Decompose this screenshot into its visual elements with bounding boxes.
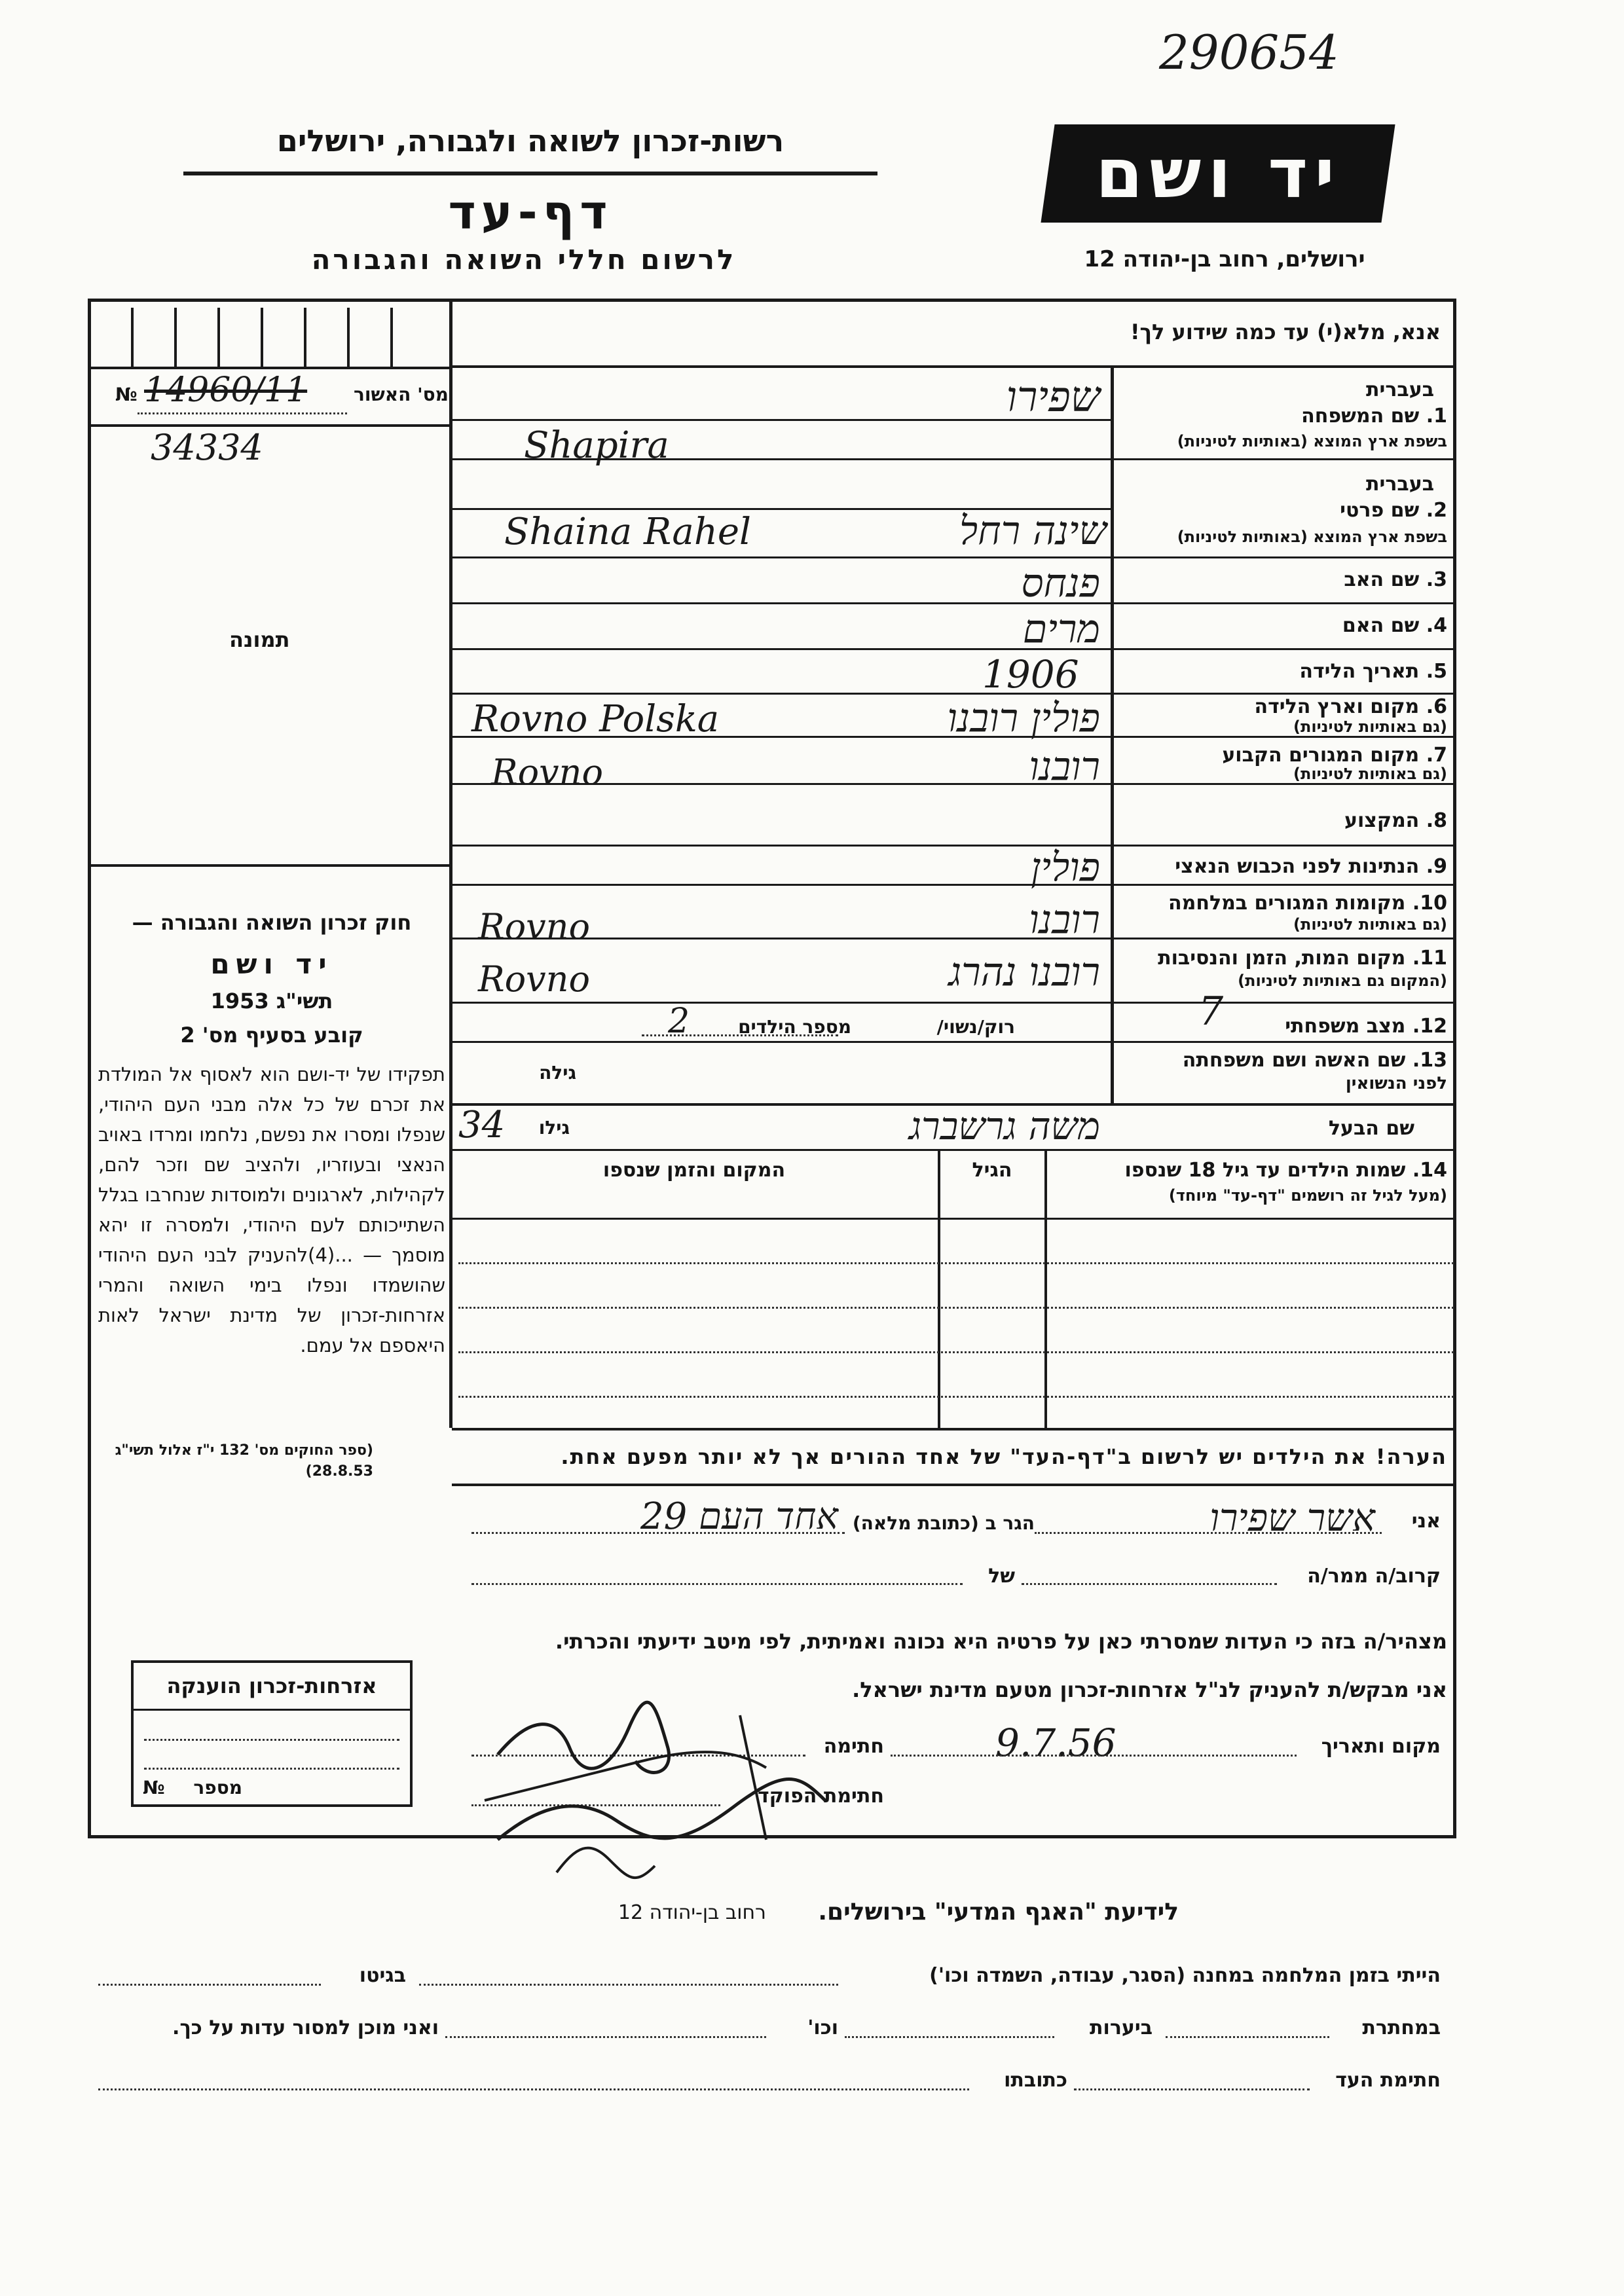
field-9-value[interactable]: פולין xyxy=(1031,845,1100,890)
field-7-sub: (גם באותיות לטיניות) xyxy=(1293,765,1447,783)
field-4-label: שם האם xyxy=(1342,614,1420,637)
law-name: יד ושם xyxy=(210,948,333,980)
field-7-num: 7. xyxy=(1426,744,1447,767)
field-1-value-latin[interactable]: Shapira xyxy=(524,424,669,467)
yad-vashem-logo xyxy=(1041,124,1395,223)
photo-label: תמונה xyxy=(229,627,290,652)
field-1-value-heb[interactable]: שפירו xyxy=(1006,373,1100,422)
law-body: תפקידו של יד-ושם הוא לאסוף אל המולדת את זכרם של כל אלה מבני העם היהודי, שנפלו ומסרו את נפשם, נלחמו ומרדו באויב הנאצי ובעוזריו, ולהציב שם וזכר להם, לקהילות, לארגונים ולמוסדות שנחרבו בגלל השתייכותם לעם היהודי, ולמסרה זו יהא מוסמך — ...(4)להעניק לבני העם היהודי שהושמדו ונפלו בימי השואה והמרי אזרחות-זכרון של מדינת ישראל לאות היאספם אל עמם. xyxy=(98,1063,445,1357)
officer-signature-label: חתימת הפוקד xyxy=(758,1785,884,1808)
field-14-sub: (מעל לגיל זה רושמים "דף-עד" מיוחד) xyxy=(1168,1186,1447,1205)
field-6-label: מקום וארץ הלידה xyxy=(1254,695,1420,718)
archive-number: 290654 xyxy=(1159,25,1339,80)
bottom-line1: הייתי בזמן המלחמה במחנה (הסגר, עבודה, השמדה וכו') xyxy=(929,1964,1441,1987)
field-9-label: הנתינות לפני הכבוש הנאצי xyxy=(1175,855,1420,878)
declaration-request: אני מבקש/ת להעניק לנ"ל אזרחות-זכרון מטעם מדינת ישראל. xyxy=(852,1677,1447,1702)
field-4-num: 4. xyxy=(1426,614,1447,637)
field-13-sub: לפני הנשואין xyxy=(1345,1074,1447,1093)
field-6-sub: (גם באותיות לטיניות) xyxy=(1293,718,1447,736)
field-5-value[interactable]: 1906 xyxy=(982,652,1079,697)
bottom-etc: וכו' xyxy=(807,2016,838,2039)
field-10-value-latin[interactable]: Rovno xyxy=(478,906,590,947)
field-6-value-latin[interactable]: Rovno Polska xyxy=(471,698,720,740)
field-12-children-value[interactable]: 2 xyxy=(668,1002,690,1041)
field-10-label: מקומות המגורים במלחמה xyxy=(1168,892,1406,915)
field-14-col-place: המקום והזמן שנספו xyxy=(602,1159,786,1182)
citizenship-number-label: מספר xyxy=(193,1777,242,1798)
field-1-sub-latin: בשפת ארץ המוצא (באותיות לטיניות) xyxy=(1177,432,1447,450)
field-9-num: 9. xyxy=(1426,855,1447,878)
approval-extra-number: 34334 xyxy=(151,427,263,468)
declaration-resides: הגר ב (כתובת מלאה) xyxy=(852,1512,1035,1534)
instruction: אנא, מלא(י) עד כמה שידוע לך! xyxy=(1130,319,1441,344)
declaration-ani: אני xyxy=(1411,1510,1441,1533)
declaration-address[interactable]: אחד העם 29 xyxy=(640,1495,838,1538)
field-5-num: 5. xyxy=(1426,660,1447,683)
field-3-label: שם האב xyxy=(1344,568,1420,591)
field-11-num: 11. xyxy=(1412,947,1447,970)
header-address: ירושלים, רחוב בן-יהודה 12 xyxy=(1084,246,1365,272)
declaration-relative: קרוב/ה ממר/ה xyxy=(1307,1565,1441,1588)
field-6-value-heb[interactable]: פולין רובנו xyxy=(947,695,1100,741)
husband-value[interactable]: משה גרשברג xyxy=(908,1104,1100,1148)
field-2-sub-heb: בעברית xyxy=(1366,473,1434,496)
field-2-value-latin[interactable]: Shaina Rahel xyxy=(504,511,751,553)
handwritten-signature xyxy=(458,1676,884,1899)
field-4-value[interactable]: מרים xyxy=(1022,606,1100,652)
field-10-sub: (גם באותיות לטיניות) xyxy=(1293,915,1447,934)
field-7-value-heb[interactable]: רובנו xyxy=(1029,744,1100,790)
field-13-age-label: גילה xyxy=(539,1062,576,1084)
field-7-value-latin[interactable]: Rovno xyxy=(491,752,603,793)
field-13-num: 13. xyxy=(1412,1049,1447,1072)
bottom-witness-signature: חתימת העד xyxy=(1335,2069,1441,2092)
law-section: קובע בסעיף מס' 2 xyxy=(180,1023,363,1048)
citizenship-title: אזרחות-זכרון הוענקה xyxy=(166,1673,377,1698)
field-14-num: 14. xyxy=(1412,1159,1447,1182)
field-1-num: 1. xyxy=(1426,405,1447,428)
bottom-forests: ביערות xyxy=(1090,2016,1153,2039)
field-2-sub-latin: בשפת ארץ המוצא (באותיות לטיניות) xyxy=(1177,528,1447,546)
logo-text: יד ושם xyxy=(1095,134,1341,213)
bottom-address-label: כתובתו xyxy=(1004,2069,1067,2092)
field-12-children-label: מספר הילדים xyxy=(738,1016,851,1038)
declaration-statement: מצהיר/ה בזה כי העדות שמסרתי כאן על פרטיה היא נכונה ואמיתית, לפי מיטב ידיעתי והכרתי. xyxy=(555,1629,1447,1654)
field-11-value-latin[interactable]: Rovno xyxy=(478,958,590,1000)
bottom-address: רחוב בן-יהודה 12 xyxy=(618,1901,766,1924)
field-8-label: המקצוע xyxy=(1344,809,1420,832)
husband-label: שם הבעל xyxy=(1328,1117,1414,1140)
husband-age-value[interactable]: 34 xyxy=(458,1104,506,1146)
bottom-willing: ואני מוכן למסור עדות על כך. xyxy=(172,2016,439,2039)
bottom-title: לידיעת "האגף המדעי" בירושלים. xyxy=(818,1899,1179,1925)
field-11-value-heb[interactable]: רובנו נהרג xyxy=(948,949,1100,995)
field-3-value[interactable]: פנחס xyxy=(1021,560,1100,606)
signature-label: חתימה xyxy=(823,1735,884,1758)
bottom-underground: במחתרת xyxy=(1362,2016,1441,2039)
note: הערה! את הילדים יש לרשום ב"דף-העד" של אחד ההורים אך לא יותר מפעם אחת. xyxy=(561,1444,1447,1469)
field-10-value-heb[interactable]: רובנו xyxy=(1029,897,1100,943)
field-13-label: שם האשה ושם משפחתה xyxy=(1182,1049,1406,1072)
field-6-num: 6. xyxy=(1426,695,1447,718)
place-date-label: מקום ותאריך xyxy=(1321,1735,1441,1758)
field-1-sub-heb: בעברית xyxy=(1366,378,1434,401)
husband-age-label: גילו xyxy=(538,1117,570,1139)
approval-label: מס' האשור xyxy=(354,384,449,405)
place-date-value[interactable]: 9.7.56 xyxy=(995,1721,1116,1765)
field-1-label: שם המשפחה xyxy=(1301,405,1420,428)
field-3-num: 3. xyxy=(1426,568,1447,591)
field-12-num: 12. xyxy=(1412,1015,1447,1038)
bottom-ghetto: בגיטו xyxy=(359,1964,406,1987)
law-year: תשי"ג 1953 xyxy=(210,989,333,1013)
declaration-name[interactable]: אשר שפירו xyxy=(1209,1495,1375,1540)
field-14-label: שמות הילדים עד גיל 18 שנספו xyxy=(1124,1159,1406,1182)
field-11-label: מקום המות, הזמן והנסיבות xyxy=(1158,947,1406,970)
field-2-label: שם פרטי xyxy=(1340,499,1420,522)
law-title: חוק זכרון השואה והגבורה — xyxy=(132,910,412,935)
field-11-sub: (המקום גם באותיות לטיניות) xyxy=(1238,972,1447,990)
field-12-options: רוק/נשוי/ xyxy=(936,1016,1015,1038)
field-5-label: תאריך הלידה xyxy=(1299,660,1420,683)
approval-number: 14960/11 xyxy=(144,371,308,410)
authority-name: רשות-זכרון לשואה ולגבורה, ירושלים xyxy=(276,123,784,158)
field-10-num: 10. xyxy=(1412,892,1447,915)
field-2-num: 2. xyxy=(1426,499,1447,522)
field-8-num: 8. xyxy=(1426,809,1447,832)
citizenship-no-symbol: № xyxy=(143,1777,165,1798)
field-2-value-heb[interactable]: שינה רחל xyxy=(959,508,1107,554)
field-12-status-mark: 7 xyxy=(1198,989,1224,1034)
form-subtitle: לרשום חללי השואה והגבורה xyxy=(311,244,737,276)
form-title: דף-עד xyxy=(448,185,613,240)
field-7-label: מקום המגורים הקבוע xyxy=(1222,744,1420,767)
approval-no-symbol: № xyxy=(115,384,138,405)
declaration-of: של xyxy=(988,1565,1015,1588)
law-source: (ספר החוקים מס' 132 י"ז אלול תשי"ג 28.8.53) xyxy=(115,1442,373,1480)
field-12-label: מצב משפחתי xyxy=(1285,1015,1406,1038)
field-14-col-age: הגיל xyxy=(972,1159,1012,1182)
